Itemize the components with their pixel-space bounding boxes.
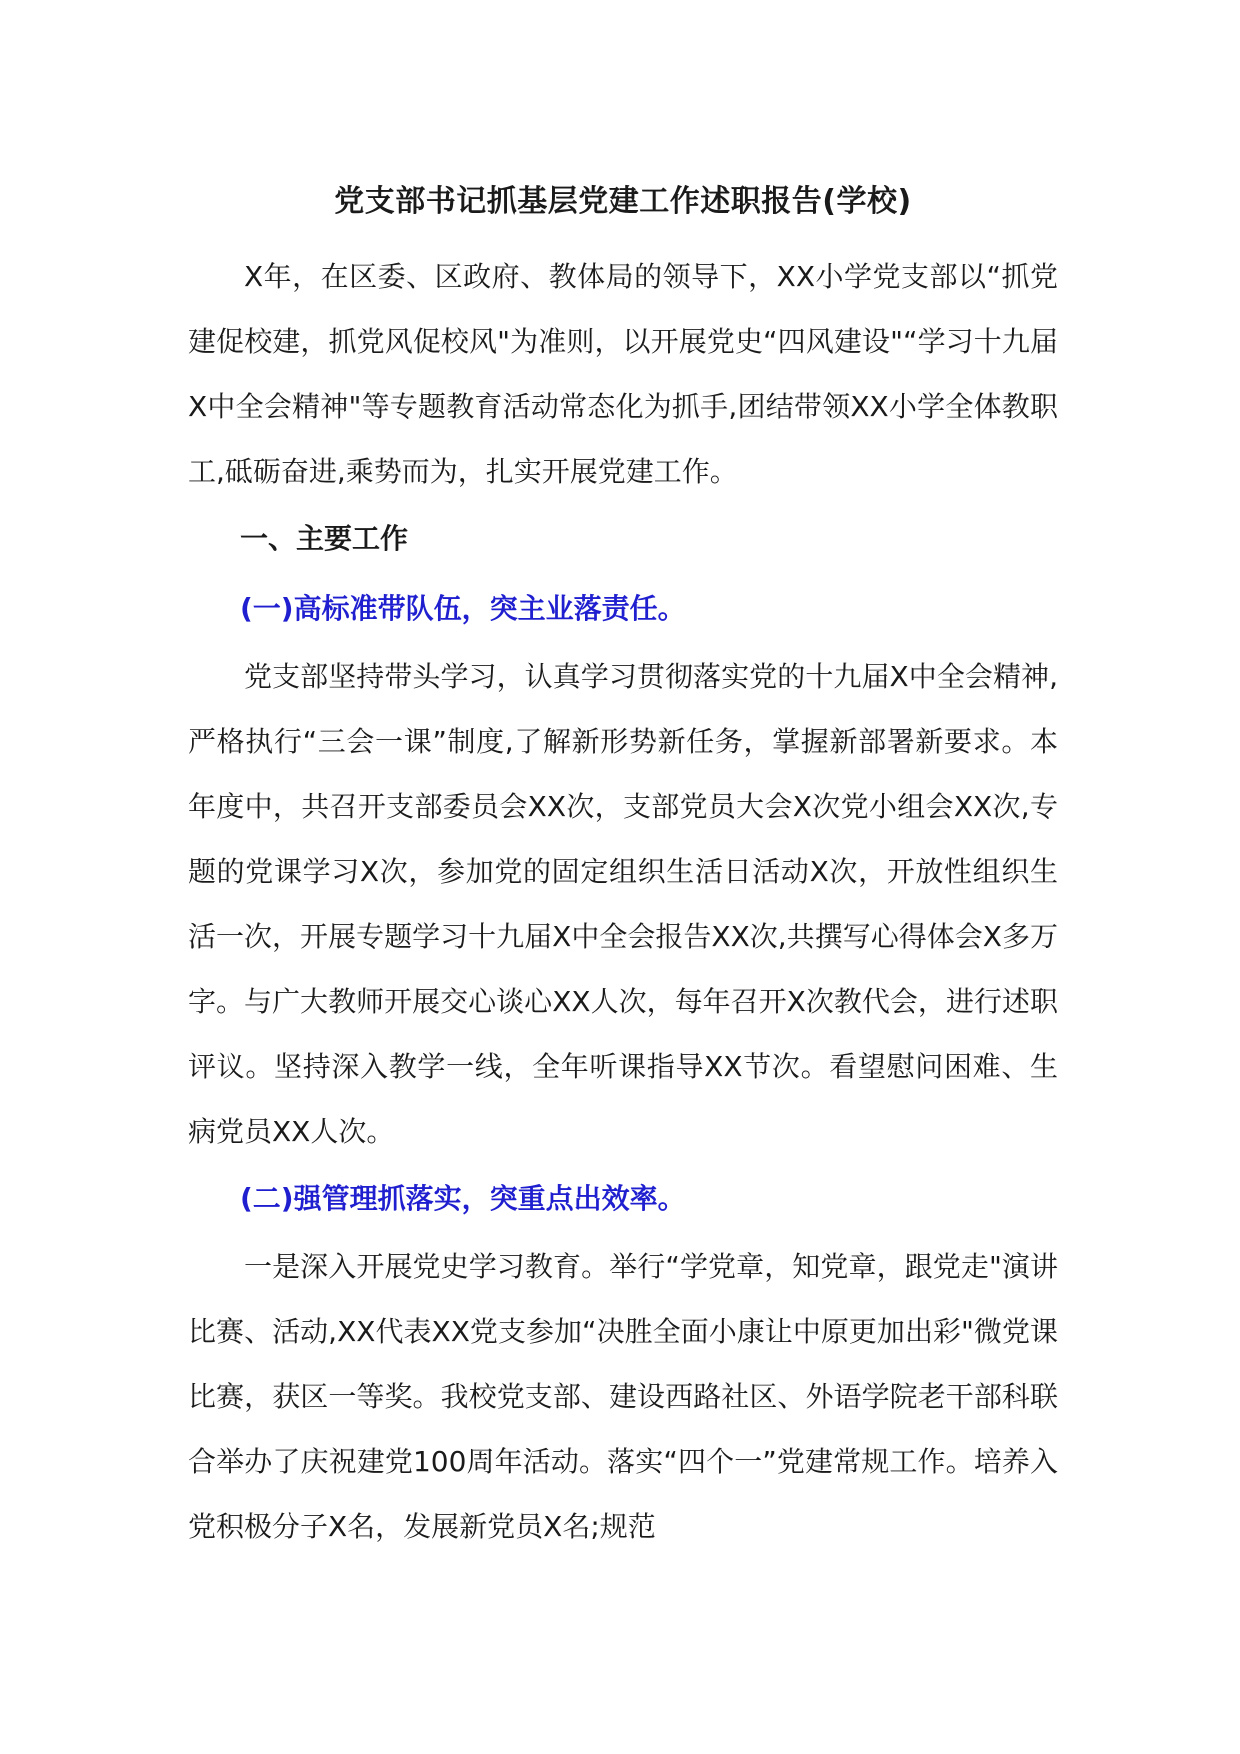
subsection-2-paragraph: 一是深入开展党史学习教育。举行“学党章，知党章，跟党走"演讲比赛、活动,XX代表XX党支参加“决胜全面小康让中原更加出彩"微党课比赛，获区一等奖。我校党支部、建设西路社区、外语学院老干部科联合举办了庆祝建党100周年活动。落实“四个一”党建常规工作。培养入党积极分子X名，发展新党员X名;规范: [188, 1250, 1058, 1543]
subsection-heading-1: (一)高标准带队伍，突主业落责任。: [240, 592, 686, 625]
subsection-heading-2: (二)强管理抓落实，突重点出效率。: [240, 1182, 686, 1215]
section-heading-main-work: 一、主要工作: [240, 522, 409, 555]
intro-paragraph: X年，在区委、区政府、教体局的领导下，XX小学党支部以“抓党建促校建，抓党风促校风"为准则，以开展党史“四风建设"“学习十九届X中全会精神"等专题教育活动常态化为抓手,团结带领XX小学全体教职工,砥砺奋进,乘势而为，扎实开展党建工作。: [188, 260, 1058, 488]
subsection-1-paragraph: 党支部坚持带头学习，认真学习贯彻落实党的十九届X中全会精神,严格执行“三会一课”制度,了解新形势新任务，掌握新部署新要求。本年度中，共召开支部委员会XX次，支部党员大会X次党小组会XX次,专题的党课学习X次，参加党的固定组织生活日活动X次，开放性组织生活一次，开展专题学习十九届X中全会报告XX次,共撰写心得体会X多万字。与广大教师开展交心谈心XX人次，每年召开X次教代会，进行述职评议。坚持深入教学一线，全年听课指导XX节次。看望慰问困难、生病党员XX人次。: [188, 660, 1058, 1148]
document-page: [188, 160, 1058, 1559]
document-title: 党支部书记抓基层党建工作述职报告(学校): [334, 184, 912, 219]
